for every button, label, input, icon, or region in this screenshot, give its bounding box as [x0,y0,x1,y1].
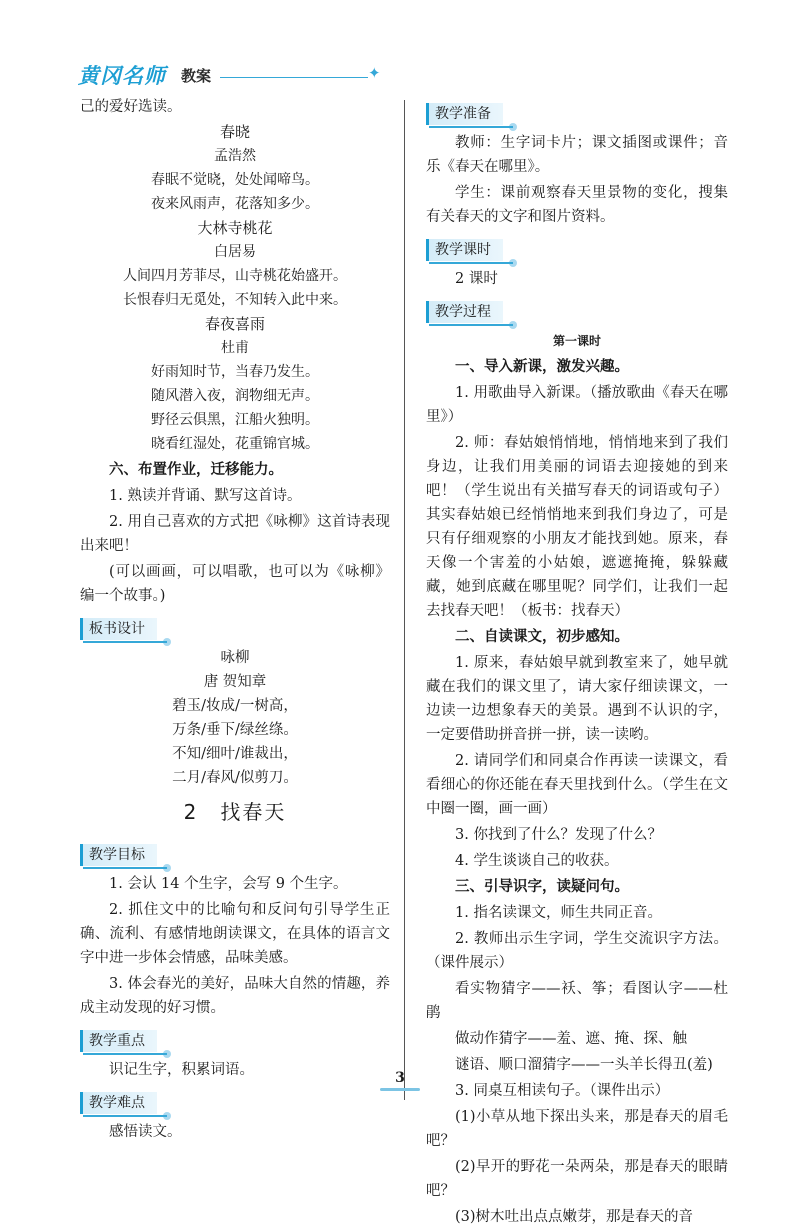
poem-author: 杜甫 [221,340,249,356]
homework-item: (可以画画，可以唱歌，也可以为《咏柳》编一个故事。) [80,564,390,604]
poem-line: 晓看红湿处，花重锦官城。 [151,436,319,452]
poem-line: 人间四月芳菲尽，山寺桃花始盛开。 [123,268,347,284]
hours-text: 2 课时 [455,271,498,287]
page-header [78,58,408,88]
brand-logo: 黄冈名师 [78,64,166,88]
section-label-difficulty: 教学难点 [80,1092,157,1114]
step-heading: 二、自读课文，初步感知。 [455,629,629,645]
poem-line: 好雨知时节，当春乃发生。 [151,364,319,380]
sentence-item: (2)早开的野花一朵两朵，那是春天的眼睛吧？ [426,1159,728,1199]
key-text: 识记生字，积累词语。 [109,1062,254,1078]
lesson-title [80,800,390,824]
section-label-board: 板书设计 [80,618,157,640]
homework-item: 2. 用自己喜欢的方式把《咏柳》这首诗表现出来吧！ [80,514,390,554]
step-text: 1. 指名读课文，师生共同正音。 [455,905,662,921]
difficulty-text: 感悟读文。 [109,1124,182,1140]
intro-text: 己的爱好选读。 [80,99,182,115]
section-label-goals: 教学目标 [80,844,157,866]
step-text: 3. 同桌互相读句子。（课件出示） [455,1083,670,1099]
goal-item: 1. 会认 14 个生字，会写 9 个生字。 [109,876,348,892]
step-text: 1. 原来，春姑娘早就到教室来了，她早就藏在我们的课文里了，请大家仔细读课文，一边读一边想象春天的美景。遇到不认识的字，一定要借助拼音拼一拼，读一读哟。 [426,655,728,743]
board-line: 碧玉/妆成/一树高， [172,698,298,714]
board-author: 唐 贺知章 [203,674,267,690]
poem-author: 孟浩然 [214,148,256,164]
lesson-name: 找春天 [220,800,287,824]
column-divider [404,100,405,1100]
board-line: 二月/春风/似剪刀。 [172,770,298,786]
section-label-hours: 教学课时 [426,239,503,261]
sparkle-icon: ✦ [368,64,381,82]
section-label-prep: 教学准备 [426,103,503,125]
poem-title: 春晓 [219,123,250,141]
page-number: 3 [395,1070,405,1086]
poem-title: 大林寺桃花 [197,219,273,237]
board-title: 咏柳 [220,650,250,666]
poem-line: 春眠不觉晓，处处闻啼鸟。 [151,172,319,188]
header-subtitle: 教案 [181,67,212,85]
step-text: 2. 请同学们和同桌合作再读一读课文，看看细心的你还能在春天里找到什么。（学生在文中圈一圈，画一画） [426,753,728,817]
sentence-item: (3)树木吐出点点嫩芽，那是春天的音 [455,1209,694,1225]
poem-line: 野径云俱黑，江船火独明。 [151,412,319,428]
step-text: 3. 你找到了什么？发现了什么？ [455,827,662,843]
goal-item: 2. 抓住文中的比喻句和反问句引导学生正确、流利、有感情地朗读课文，在具体的语言文字中进一步体会情感，品味美感。 [80,902,390,966]
footer-ornament [380,1088,420,1091]
poem-author: 白居易 [214,244,256,260]
board-line: 不知/细叶/谁裁出， [172,746,298,762]
step-text: 2. 教师出示生字词，学生交流识字方法。（课件展示） [426,931,728,971]
header-rule [220,77,368,78]
poem-line: 夜来风雨声，花落知多少。 [151,196,319,212]
step-text: 4. 学生谈谈自己的收获。 [455,853,619,869]
step-text: 看实物猜字——袄、筝；看图认字——杜鹃 [426,981,728,1021]
left-column [80,95,390,1146]
poem-line: 随风潜入夜，润物细无声。 [151,388,319,404]
step-text: 做动作猜字——羞、遮、掩、探、触 [455,1031,687,1047]
board-line: 万条/垂下/绿丝绦。 [172,722,298,738]
homework-item: 1. 熟读并背诵、默写这首诗。 [109,488,302,504]
poem-line: 长恨春归无觅处，不知转入此中来。 [123,292,347,308]
step-text: 谜语、顺口溜猜字——一头羊长得丑(羞) [455,1057,713,1073]
lesson-number: 2 [183,800,199,824]
sentence-item: (1)小草从地下探出头来，那是春天的眉毛吧？ [426,1109,728,1149]
prep-teacher: 教师：生字词卡片；课文插图或课件；音乐《春天在哪里》。 [426,135,728,175]
step-heading: 三、引导识字，读疑问句。 [455,879,629,895]
step-heading: 一、导入新课，激发兴趣。 [455,359,629,375]
section-label-key: 教学重点 [80,1030,157,1052]
poem-title: 春夜喜雨 [204,315,265,333]
right-column [426,95,728,1231]
goal-item: 3. 体会春光的美好，品味大自然的情趣，养成主动发现的好习惯。 [80,976,390,1016]
first-period-heading: 第一课时 [552,334,601,348]
prep-student: 学生：课前观察春天里景物的变化，搜集有关春天的文字和图片资料。 [426,185,728,225]
step-text: 1. 用歌曲导入新课。（播放歌曲《春天在哪里》） [426,385,728,425]
step-text: 2. 师：春姑娘悄悄地，悄悄地来到了我们身边，让我们用美丽的词语去迎接她的到来吧！（学生说出有关描写春天的词语或句子）其实春姑娘已经悄悄地来到我们身边了，可是只有仔细观察的小朋友才能找到她。原来，春天像一个害羞的小姑娘，遮遮掩掩，躲躲藏藏，她到底藏在哪里呢？同学们，让我们一起去找春天吧！（板书：找春天） [426,435,728,619]
section-label-process: 教学过程 [426,301,503,323]
homework-heading: 六、布置作业，迁移能力。 [109,462,283,478]
